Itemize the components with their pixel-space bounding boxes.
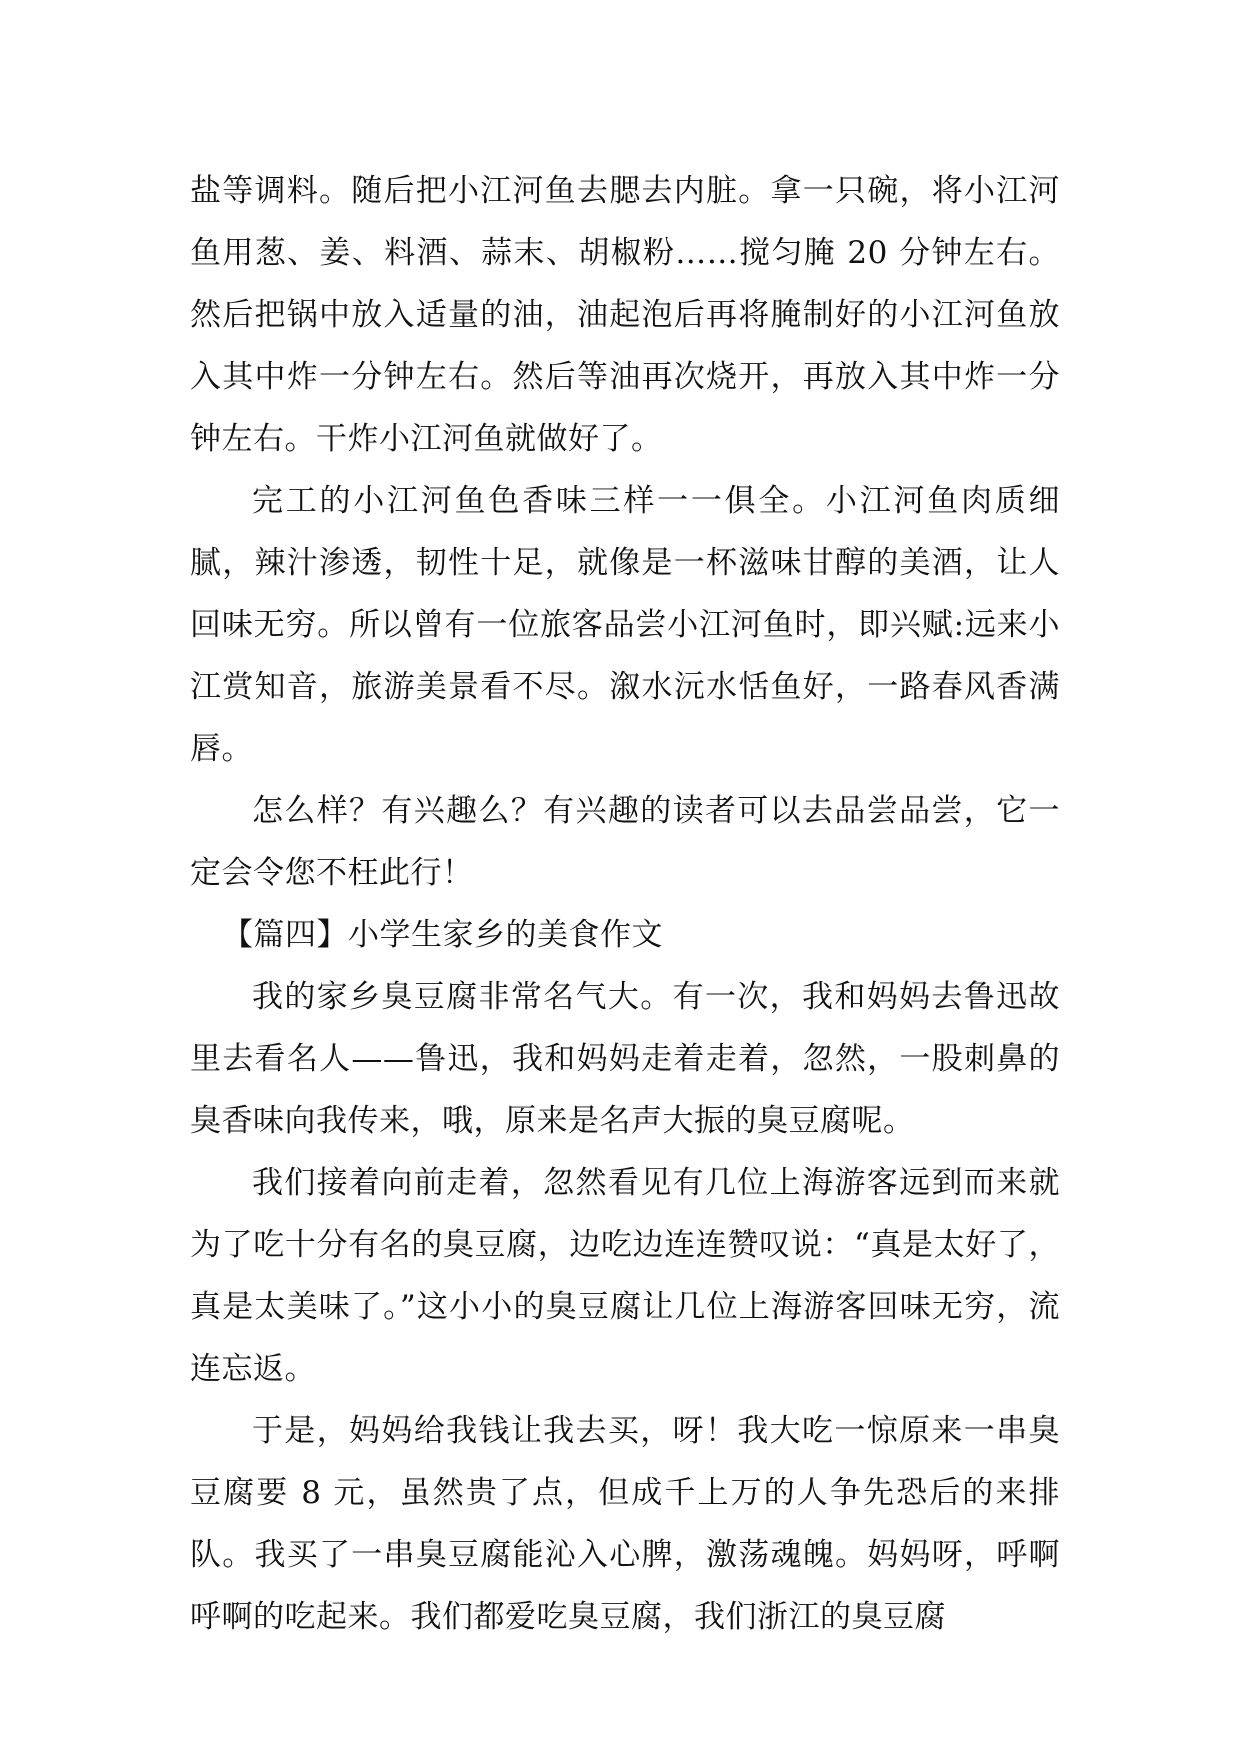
paragraph-tofu-tourists: 我们接着向前走着，忽然看见有几位上海游客远到而来就为了吃十分有名的臭豆腐，边吃边连连赞叹说：“真是太好了，真是太美味了。”这小小的臭豆腐让几位上海游客回味无穷，流连忘返。 [190,1165,1060,1387]
section-heading: 【篇四】小学生家乡的美食作文 [222,917,663,953]
paragraph-fish-recipe: 盐等调料。随后把小江河鱼去腮去内脏。拿一只碗，将小江河鱼用葱、姜、料酒、蒜末、胡椒粉……搅匀腌 20 分钟左右。然后把锅中放入适量的油，油起泡后再将腌制好的小江河鱼放入其中炸一分钟左右。然后等油再次烧开，再放入其中炸一分钟左右。干炸小江河鱼就做好了。 [190,173,1060,457]
body-text [190,160,1060,1648]
paragraph-fish-invite: 怎么样？有兴趣么？有兴趣的读者可以去品尝品尝，它一定会令您不枉此行！ [190,793,1060,891]
paragraph-tofu-buy: 于是，妈妈给我钱让我去买，呀！我大吃一惊原来一串臭豆腐要 8 元，虽然贵了点，但成千上万的人争先恐后的来排队。我买了一串臭豆腐能沁入心脾，激荡魂魄。妈妈呀，呼啊呼啊的吃起来。我们都爱吃臭豆腐，我们浙江的臭豆腐 [190,1413,1060,1635]
paragraph-tofu-intro: 我的家乡臭豆腐非常名气大。有一次，我和妈妈去鲁迅故里去看名人——鲁迅，我和妈妈走着走着，忽然，一股刺鼻的臭香味向我传来，哦，原来是名声大振的臭豆腐呢。 [190,979,1060,1139]
paragraph-fish-taste: 完工的小江河鱼色香味三样一一俱全。小江河鱼肉质细腻，辣汁渗透，韧性十足，就像是一杯滋味甘醇的美酒，让人回味无穷。所以曾有一位旅客品尝小江河鱼时，即兴赋:远来小江赏知音，旅游美景看不尽。溆水沅水恬鱼好，一路春风香满唇。 [190,483,1060,767]
